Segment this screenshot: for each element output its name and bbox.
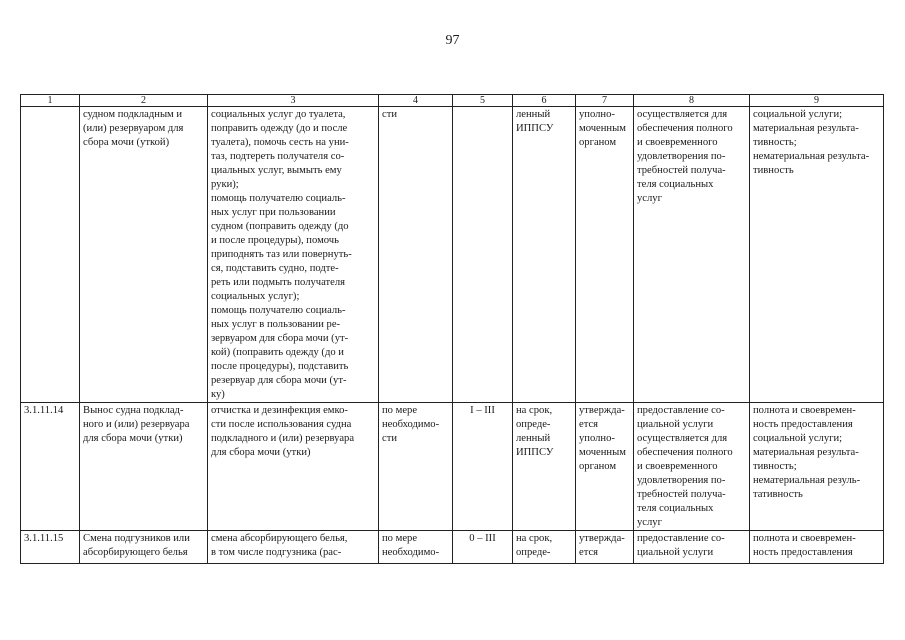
service-tariff: уполно- моченным органом <box>576 107 634 403</box>
column-number: 8 <box>634 95 750 107</box>
service-frequency: сти <box>379 107 453 403</box>
service-frequency: по мере необходимо- <box>379 531 453 564</box>
column-number: 9 <box>750 95 884 107</box>
column-number: 5 <box>453 95 513 107</box>
service-code: 3.1.11.15 <box>21 531 80 564</box>
service-groups: 0 – III <box>453 531 513 564</box>
table-row <box>21 107 884 403</box>
table-row <box>21 531 884 564</box>
table-row <box>21 403 884 531</box>
service-quality: полнота и своевремен- ность предоставления <box>750 531 884 564</box>
service-description: социальных услуг до туалета, поправить одежду (до и после туалета), помочь сесть на уни- таз, подтереть получателя со- циальных услуг, вымыть ему руки); помощь получателю социаль- ных услуг при пользовании судном (поправить одежду (до и после процедуры), помочь приподнять таз или повернуть- ся, подставить судно, подте- реть или подмыть получателя социальных услуг); помощь получателю социаль- ных услуг в пользовании ре- зервуаром для сбора мочи (ут- кой) (поправить одежду (до и после процедуры), подставить резервуар для сбора мочи (ут- ку) <box>208 107 379 403</box>
service-groups <box>453 107 513 403</box>
column-number: 7 <box>576 95 634 107</box>
service-name: Смена подгузников или абсорбирующего белья <box>80 531 208 564</box>
service-conditions: предоставление со- циальной услуги осуществляется для обеспечения полного и своевременного удовлетворения по- требностей получа- теля социальных услуг <box>634 403 750 531</box>
service-groups: I – III <box>453 403 513 531</box>
column-number: 2 <box>80 95 208 107</box>
column-number-row <box>21 95 884 107</box>
service-name: судном подкладным и (или) резервуаром для сбора мочи (уткой) <box>80 107 208 403</box>
service-term: на срок, опреде- ленный ИППСУ <box>513 403 576 531</box>
service-description: смена абсорбирующего белья, в том числе подгузника (рас- <box>208 531 379 564</box>
service-quality: полнота и своевремен- ность предоставления социальной услуги; материальная результа- тивность; нематериальная резуль- тативность <box>750 403 884 531</box>
column-number: 4 <box>379 95 453 107</box>
service-conditions: предоставление со- циальной услуги <box>634 531 750 564</box>
page-number: 97 <box>445 33 460 48</box>
service-term: ленный ИППСУ <box>513 107 576 403</box>
service-conditions: осуществляется для обеспечения полного и своевременного удовлетворения по- требностей получа- теля социальных услуг <box>634 107 750 403</box>
service-code <box>21 107 80 403</box>
service-tariff: утвержда- ется <box>576 531 634 564</box>
service-frequency: по мере необходимо- сти <box>379 403 453 531</box>
column-number: 6 <box>513 95 576 107</box>
service-tariff: утвержда- ется уполно- моченным органом <box>576 403 634 531</box>
service-code: 3.1.11.14 <box>21 403 80 531</box>
column-number: 3 <box>208 95 379 107</box>
service-description: отчистка и дезинфекция емко- сти после использования судна подкладного и (или) резервуара для сбора мочи (утки) <box>208 403 379 531</box>
service-name: Вынос судна подклад- ного и (или) резервуара для сбора мочи (утки) <box>80 403 208 531</box>
column-number: 1 <box>21 95 80 107</box>
service-quality: социальной услуги; материальная результа- тивность; нематериальная результа- тивность <box>750 107 884 403</box>
service-term: на срок, опреде- <box>513 531 576 564</box>
services-table <box>20 94 884 564</box>
